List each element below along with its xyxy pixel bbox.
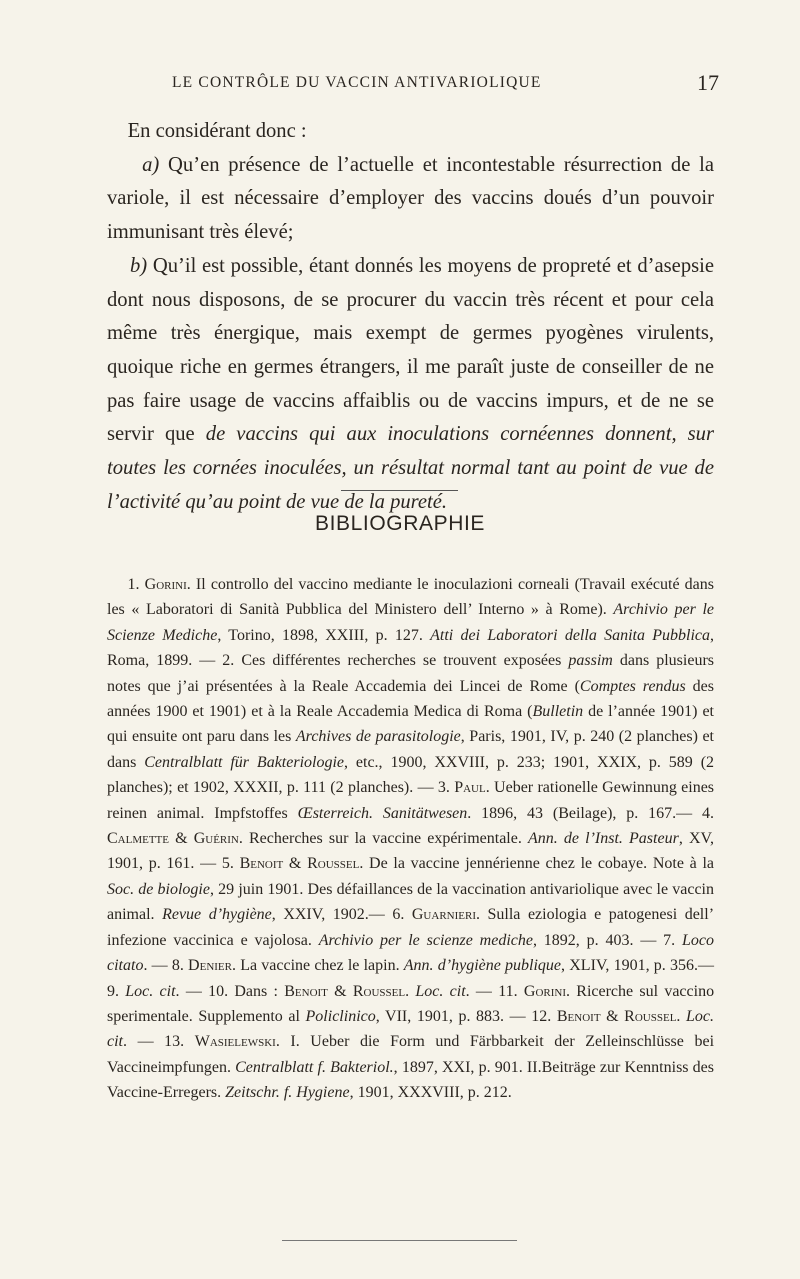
bib-entry-13 — [107, 1033, 714, 1101]
bib-author: Paul — [454, 779, 486, 797]
bib-text: . De la vaccine jennérienne chez le cobaye. Note à la — [359, 855, 715, 873]
bib-text: . La vaccine chez le lapin. — [231, 957, 404, 975]
bib-journal: Comptes rendus — [579, 677, 686, 695]
bib-author: Guarnieri — [411, 906, 476, 924]
bib-italic: Loc. cit — [415, 982, 466, 1000]
bib-text: . — [405, 982, 416, 1000]
main-text — [107, 115, 714, 519]
item-a-paragraph — [107, 149, 714, 250]
bibliography-text — [107, 572, 714, 1106]
bib-text: . — — [175, 982, 209, 1000]
bib-journal: Soc. de biologie — [107, 880, 210, 898]
bib-italic: passim — [568, 652, 613, 670]
bib-text: 10. Dans : — [208, 982, 285, 1000]
bottom-rule — [282, 1240, 517, 1241]
running-head: LE CONTRÔLE DU VACCIN ANTIVARIOLIQUE — [172, 74, 542, 91]
bib-journal: Archivio per le scienze mediche — [318, 931, 533, 949]
bib-text: 2. Ces différentes recherches se trouvent exposées — [222, 652, 569, 670]
bib-journal: Œsterreich. Sanitätwesen — [297, 804, 468, 822]
bib-entry-2 — [107, 652, 714, 796]
bib-journal: Revue d’hygiène — [162, 906, 272, 924]
item-a-text: Qu’en présence de l’actuelle et incontestable résurrection de la variole, il est nécessaire d’employer des vaccins doués d’un pouvoir immunisant très élevé; — [107, 153, 714, 244]
bib-journal: Ann. d’hygiène publique — [403, 957, 562, 975]
bib-text: 6. — [392, 906, 412, 924]
bib-text: , Paris, 1901, IV, p. 240 (2 planches) et dans — [107, 728, 714, 771]
bib-text: , 29 juin 1901. Des défaillances de la vaccination antivariolique avec le vaccin animal. — [107, 880, 715, 924]
intro-paragraph — [107, 115, 714, 149]
intro-text: En considérant donc : — [127, 120, 307, 142]
bib-text: 3. — [437, 779, 455, 797]
bib-journal: Bulletin — [532, 703, 584, 721]
bib-journal: Archivio per le Scienze Mediche — [107, 601, 714, 644]
item-b-paragraph — [107, 250, 714, 520]
bib-text: , Torino, 1898, XXIII, p. 127. — [217, 626, 431, 644]
page-number: 17 — [697, 70, 719, 95]
bib-entry-8 — [172, 957, 714, 974]
bib-journal: Archives de parasitologie — [295, 728, 461, 746]
bib-text: , 1892, p. 403. — — [532, 931, 664, 949]
bib-text: , XLIV, 1901, p. 356.— — [561, 957, 714, 975]
bib-text: , Roma, 1899. — — [107, 626, 715, 670]
bib-text: . Il controllo del vaccino mediante le inoculazioni corneali (Travail exécuté dans les « Laboratori di Sanità Pubblica del Ministero dell’ Interno » à Rome). — [107, 576, 715, 619]
bib-text: . — — [465, 982, 499, 1000]
bib-author: Benoit & Roussel — [556, 1007, 677, 1025]
bib-italic: Loc. cit — [107, 1007, 715, 1051]
bib-text: , etc., 1900, XXVIII, p. 233; 1901, XXIX, p. 589 (2 planches); et 1902, XXXII, p. 111 (2 planches). — — [107, 753, 715, 797]
bib-journal: Zeitschr. f. Hygiene — [225, 1084, 350, 1102]
section-divider — [341, 490, 458, 491]
bib-text: dans plusieurs notes que j’ai présentées à la Reale Accademia dei Lincei de Rome ( — [107, 652, 714, 695]
bib-text: , 1897, XXI, p. 901. II.Beiträge zur Kenntniss des Vaccine-Erregers. — [107, 1058, 715, 1102]
bib-text: . — — [143, 957, 172, 975]
bib-text: 11. — [498, 982, 524, 1000]
bib-text: . Recherches sur la vaccine expérimentale. — [238, 830, 528, 848]
bib-author: Calmette & Guérin — [107, 830, 239, 848]
bib-author: Wasielewski — [194, 1033, 276, 1051]
bib-text: . — — [123, 1033, 165, 1051]
bib-text: . Sulla eziologia e patogenesi dell’ infezione vaccinica e vajolosa. — [107, 906, 715, 949]
bib-author: Gorini — [523, 982, 566, 1000]
bib-text: , XXIV, 1902.— — [271, 906, 393, 924]
bib-journal: Centralblatt f. Bakteriol. — [235, 1058, 394, 1076]
bib-text: 5. — [221, 855, 240, 873]
bib-text: , 1901, XXXVIII, p. 212. — [349, 1084, 512, 1102]
item-a-label: a) — [142, 153, 160, 176]
bib-author: Benoit & Roussel — [284, 982, 406, 1000]
bib-text: . Ricerche sul vaccino sperimentale. Supplemento al — [107, 982, 715, 1025]
bib-journal: Atti dei Laboratori della Sanita Pubblica — [430, 626, 711, 644]
bib-text: des années 1900 et 1901) et à la Reale Accademia Medica di Roma ( — [107, 677, 715, 721]
bib-text: 7. — [663, 931, 683, 949]
bib-journal: Policlinico — [305, 1007, 376, 1025]
bib-entry-10 — [208, 983, 498, 1000]
bib-text: 12. — [531, 1007, 557, 1025]
item-b-text: Qu’il est possible, étant donnés les moyens de propreté et d’asepsie dont nous disposons, de se procurer du vaccin très récent et pour cela même très énergique, mais exempt de germes pyogènes virulents, quoique riche en germes étrangers, il me paraît juste de conseiller de ne pas faire usage de vaccins affaiblis ou de vaccins impurs, et de ne se servir que — [107, 254, 714, 446]
bib-text: de l’année 1901) et qui ensuite ont paru dans les — [107, 703, 714, 746]
bib-italic: Loc. cit — [125, 982, 176, 1000]
bib-author: Gorini — [144, 576, 187, 593]
bib-italic: Loco citato — [107, 931, 715, 975]
bib-journal: Ann. de l’Inst. Pasteur — [527, 830, 679, 848]
bib-text: 4. — [702, 804, 714, 822]
bib-journal: Centralblatt für Bakteriologie — [144, 753, 345, 771]
item-b-label: b) — [129, 254, 148, 277]
bibliography-heading: BIBLIOGRAPHIE — [314, 512, 486, 535]
bib-text: . 1896, 43 (Beilage), p. 167.— — [467, 804, 702, 822]
bib-text: 1. — [127, 576, 145, 593]
bib-text: . — [676, 1007, 687, 1025]
bib-text: 13. — [164, 1033, 195, 1051]
bib-author: Denier — [188, 957, 232, 975]
item-b-emphasis: de vaccins qui aux inoculations cornéennes donnent, sur toutes les cornées inoculées, un résultat normal tant au point de vue de l’activité qu’au point de vue de la pureté. — [107, 423, 714, 513]
page-header — [0, 70, 800, 100]
bib-text: . I. Ueber die Form und Färbbarkeit der Zelleinschlüsse bei Vaccineimpfungen. — [107, 1033, 715, 1076]
bib-text: , XV, 1901, p. 161. — — [107, 830, 714, 873]
bib-author: Benoit & Roussel — [239, 855, 360, 873]
bib-text: , VII, 1901, p. 883. — — [375, 1007, 532, 1025]
bib-entry-9 — [107, 983, 208, 1000]
bib-text: . Ueber rationelle Gewinnung eines reinen animal. Impfstoffes — [107, 779, 715, 822]
bib-text: 8. — [171, 957, 189, 975]
bib-text: 9. — [107, 982, 126, 1000]
